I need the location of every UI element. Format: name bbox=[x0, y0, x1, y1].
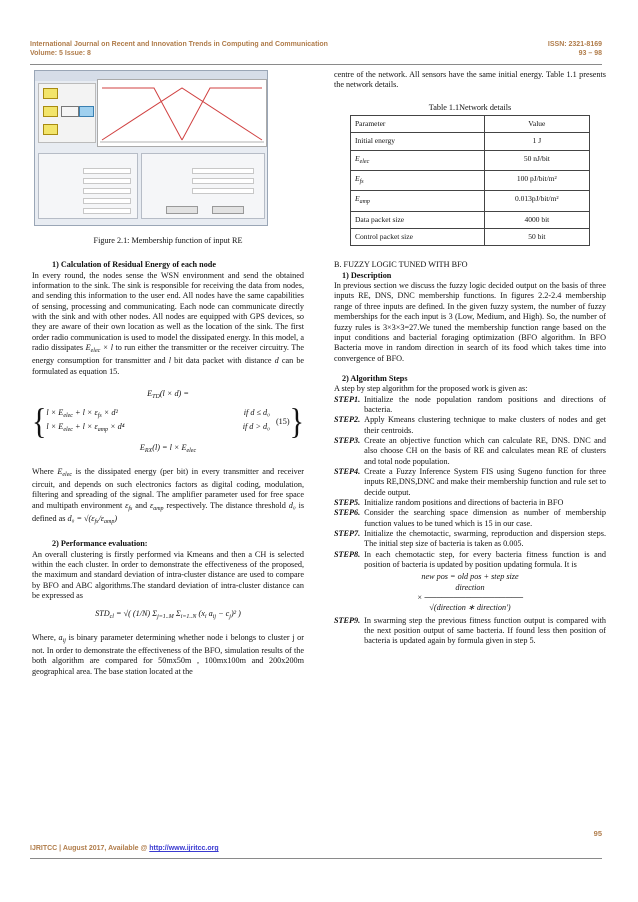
section-residual-energy-title: 1) Calculation of Residual Energy of each node bbox=[52, 260, 216, 270]
figure-membership-plot bbox=[97, 79, 267, 147]
right-brace: } bbox=[289, 401, 304, 442]
figure-field bbox=[83, 168, 131, 174]
algorithm-step: STEP1. Initialize the node population random positions and directions of bacteria. bbox=[334, 394, 606, 414]
page-range: 93 – 98 bbox=[578, 50, 602, 57]
figure-fis-info-panel bbox=[38, 153, 138, 219]
section-performance-paragraph: An overall clustering is firstly performed via Kmeans and then a CH is selected within the each cluster. In order to demonstrate the effectiveness of the proposed, the maximum and standard deviation of intra-cluster distance are used to compare by BFO and ABC algorithms.The standard deviation of intra-cluster distance can be expressed as bbox=[32, 549, 304, 600]
equation-15-lhs: $E_{TD}(l \times d)$ = bbox=[147, 389, 189, 401]
membership-plot-svg bbox=[98, 80, 266, 146]
left-column bbox=[32, 236, 304, 677]
figure-field bbox=[83, 188, 131, 194]
journal-website-link[interactable]: http://www.ijritcc.org bbox=[149, 845, 219, 852]
figure-fis-box bbox=[61, 106, 79, 117]
footer-rule bbox=[30, 858, 602, 859]
algorithm-step: STEP3. Create an objective function which can calculate RE, DNS. DNC and also choose CH on the basis of RE and calculates mean RE of clusters and total node population. bbox=[334, 435, 606, 466]
table-row: Initial energy 1 J bbox=[351, 133, 590, 150]
section-performance-paragraph-2: Where, $a_{ij}$ is binary parameter determining whether node i belongs to cluster j or not. In order to demonstrate the effectiveness of the BFO, simulation results of the both algorithm are compared for 50mx50m , 100mx100m and 200x200m geographical area. The base station located at the bbox=[32, 632, 305, 676]
figure-input-box bbox=[43, 88, 58, 99]
table-header-cell: Value bbox=[484, 116, 589, 133]
section-algorithm-intro: A step by step algorithm for the proposed work is given as: bbox=[334, 384, 528, 394]
figure-help-button bbox=[166, 206, 198, 214]
algorithm-steps bbox=[334, 395, 606, 571]
table-header-row bbox=[351, 116, 590, 133]
table-title: Table 1.1Network details bbox=[428, 102, 512, 112]
equation-15-cases bbox=[32, 401, 304, 442]
equation-number: (15) bbox=[275, 416, 290, 426]
table-row: $E_{elec}$ 50 nJ/bit bbox=[351, 150, 590, 170]
figure-close-button bbox=[212, 206, 244, 214]
section-residual-energy-paragraph-2: Where $E_{elec}$ is the dissipated energy (per bit) in every transmitter and receiver circuit, and depends on such electronics factors as digital coding, modulation, filtering and spreading of the signal. The amplifier parameter used for free space and multipath environment $\varepsilon_{fs}$ and $\varepsilon_{amp}$ respectively. The distance threshold d₀ is defined as $d_0 = √(\varepsilon_{fs}/\varepsilon_{amp})$ bbox=[32, 466, 305, 525]
section-description-title: 1) Description bbox=[342, 270, 392, 280]
figure-output-box bbox=[79, 106, 94, 117]
figure-caption: Figure 2.1: Membership function of input RE bbox=[93, 236, 243, 245]
table-row: $E_{fs}$ 100 pJ/bit/m² bbox=[351, 171, 590, 191]
equation-rx: $E_{RX}(l) = l \times E_{elec}$ bbox=[139, 443, 197, 455]
section-residual-energy-paragraph: In every round, the nodes sense the WSN environment and send the obtained information to the sink. The sink is responsible for receiving the data from nodes, and sending this information to the user end. All nodes have the same capabilities of sensing, processing and communicating. Each node can communicate directly with the sink and with other nodes. All nodes are equipped with GPS devices, so they are aware of their own location as well as the location of the sink. The first order radio communication is used to model the dissipated energy. In this model, a radio dissipates $E_{elec} \times l$ to run either the transmitter or the receiver circuitry. The energy consumption for transmitter and l bit data packet with distance d can be formulated as equation 15. bbox=[32, 270, 305, 376]
algorithm-step: STEP2. Apply Kmeans clustering technique to make clusters of nodes and get their centroids. bbox=[334, 415, 606, 435]
page-number: 95 bbox=[593, 829, 602, 838]
figure-input-box bbox=[43, 106, 58, 117]
algorithm-step: STEP6. Consider the searching space dimension as number of membership function values to be tuned which is 15 in our case. bbox=[334, 508, 606, 528]
algorithm-step: STEP7. Initialize the chemotactic, swarming, reproduction and dispersion steps. The initial step size of bacteria is taken as 0.005. bbox=[334, 529, 606, 549]
algorithm-step: STEP4. Create a Fuzzy Inference System FIS using Sugeno function for three inputs RE,DNS,DNC and make their membership function and rule set to decide output. bbox=[334, 466, 606, 497]
section-description-paragraph: In previous section we discuss the fuzzy logic decided output on the basis of three inputs RE, DNS, DNC membership functions. In figures 2.2-2.4 membership range of three inputs are defined. In the given fuzzy system, the number of fuzzy memberships for the each input is 3 (Low, Medium, and High). So, the number of fuzzy rules is 3×3×3=27.We tuned the membership function range based on the input conditions and bacterial foraging optimization (BFO algorithm. In BFO Bacteria move in random direction in search of its food which takes time into convergence of BFO. bbox=[334, 281, 606, 363]
position-update-formula: new pos = old pos + step size direction × ───────────────── √(direction ∗ direction′) bbox=[416, 572, 524, 613]
section-fuzzy-bfo-title: B. FUZZY LOGIC TUNED WITH BFO bbox=[334, 260, 468, 270]
algorithm-step: STEP5. Initialize random positions and directions of bacteria in BFO bbox=[334, 498, 564, 507]
figure-field bbox=[192, 168, 254, 174]
figure-input-box bbox=[43, 124, 58, 135]
table-row: Control packet size 50 bit bbox=[351, 229, 590, 246]
network-details-table bbox=[350, 115, 590, 246]
figure-fis-diagram bbox=[38, 83, 96, 143]
equation-case-1: $l \times E_{elec} + l \times \varepsilon_{fs} \times d^2$ if d ≤ d₀ bbox=[46, 408, 270, 420]
issn: ISSN: 2321-8169 bbox=[547, 41, 602, 48]
table-row: Data packet size 4000 bit bbox=[351, 211, 590, 228]
right-column bbox=[334, 70, 606, 647]
algorithm-step: STEP9. In swarming step the previous fitness function output is compared with the next position output of same bacteria. If found less then position of bacteria is updated again by formula given in step 5. bbox=[334, 615, 606, 646]
section-algorithm-title: 2) Algorithm Steps bbox=[342, 373, 408, 383]
network-intro-paragraph: centre of the network. All sensors have the same initial energy. Table 1.1 presents the network details. bbox=[334, 70, 606, 90]
footer: IJRITCC | August 2017, Available @ http://www.ijritcc.org bbox=[30, 845, 219, 852]
figure-field bbox=[83, 208, 131, 214]
figure-mf-panel bbox=[141, 153, 265, 219]
journal-title: International Journal on Recent and Innovation Trends in Computing and Communication bbox=[30, 41, 328, 48]
figure-field bbox=[192, 188, 254, 194]
equation-std: $STD_{cl}$ = √( (1/N) $\Sigma_{j=1..M}$ $\Sigma_{i=1..N}$ ($x_i$ $a_{ij} - c_j)^2$ ) bbox=[95, 609, 241, 621]
section-performance-title: 2) Performance evaluation: bbox=[52, 539, 148, 549]
journal-header bbox=[30, 40, 328, 58]
left-brace: { bbox=[32, 401, 47, 442]
membership-function-figure bbox=[34, 70, 268, 226]
equation-case-2: $l \times E_{elec} + l \times \varepsilon_{amp} \times d^4$ if d > d₀ bbox=[46, 421, 270, 433]
algorithm-step: STEP8. In each chemotactic step, for every bacteria fitness function is and position of bacteria is updated by position updating formula. It is bbox=[334, 549, 606, 570]
table-header-cell: Parameter bbox=[351, 116, 485, 133]
journal-meta bbox=[548, 40, 602, 58]
math-e-elec: $E_{elec} \times l$ bbox=[85, 343, 113, 355]
figure-field bbox=[192, 178, 254, 184]
header-rule bbox=[30, 64, 602, 65]
mf-medium-curve bbox=[102, 88, 262, 140]
journal-volume: Volume: 5 Issue: 8 bbox=[30, 50, 91, 57]
figure-field bbox=[83, 198, 131, 204]
table-row: $E_{amp}$ 0.013pJ/bit/m² bbox=[351, 191, 590, 211]
figure-field bbox=[83, 178, 131, 184]
